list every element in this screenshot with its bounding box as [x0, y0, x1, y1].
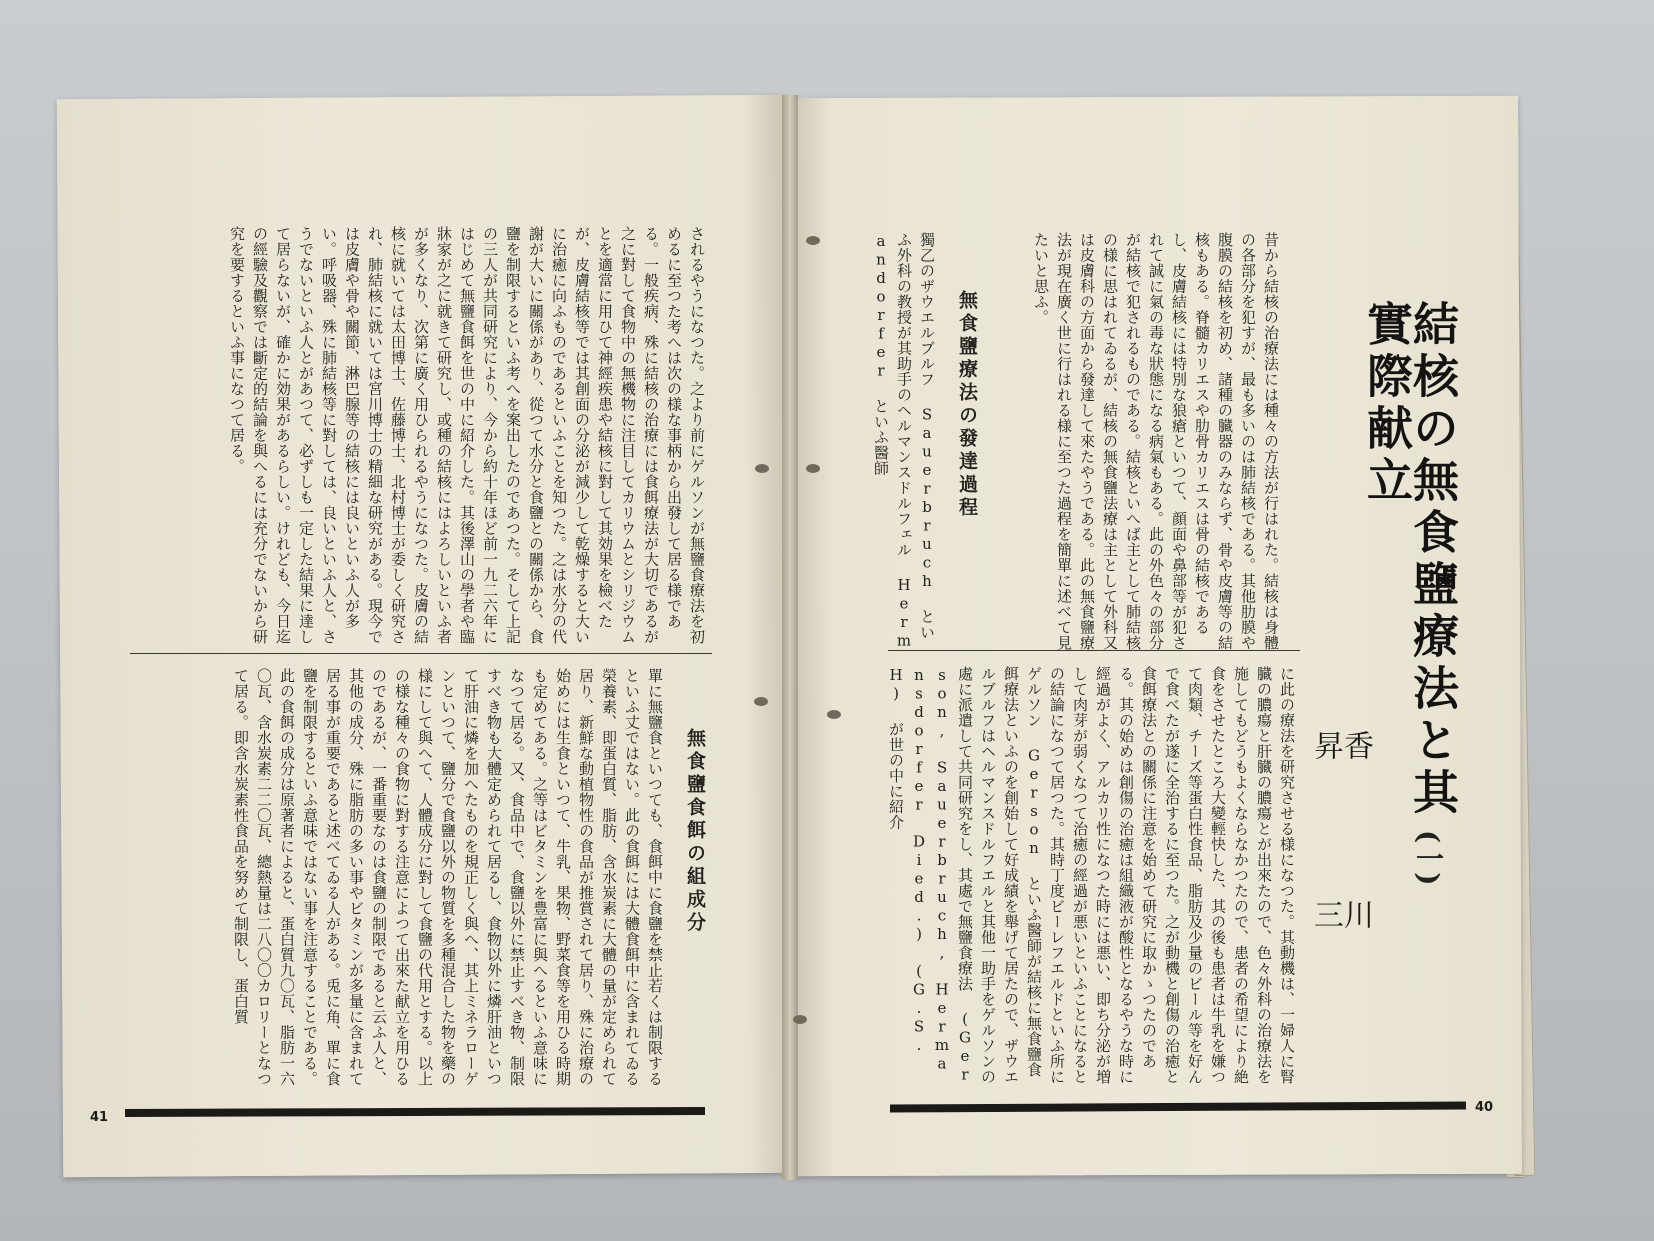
right-upper-paragraph: 昔から結核の治療法には種々の方法が行はれた。結核は身體の各部分を犯すが、最も多いのは肺結核である。其他肋膜や腹膜の結核を初め、諸種の臓器のみならず、骨や皮膚等の結核もある。脊髓カリエスや肋骨カリエスは骨の結核であるし、皮膚結核には特別な狼瘡といつて、顔面や鼻部等が犯されて誠に氣の毒な狀態になる病氣もある。此の外色々の部分が結核で犯されるものである。結核といへば主として肺結核の様に思はれてゐるが、結核の無食鹽法療は主として外科又は皮膚科の方面から發達して來たやうである。此の無食鹽療法が現在廣く世に行はれる様に至つた過程を簡單に述べて見たいと思ふ。	[1032, 232, 1280, 651]
right-page-number	[1475, 1100, 1493, 1115]
binding-hole	[806, 464, 820, 473]
article-title-part	[1408, 830, 1448, 886]
right-section-text	[872, 232, 938, 652]
article-title-text: 結核の無食鹽療法と其實際献立	[1360, 300, 1460, 820]
right-page-number-text: 40	[1475, 1100, 1494, 1115]
article-title-part-text: (一)	[1412, 830, 1445, 886]
left-page-number-text: 41	[90, 1110, 109, 1125]
left-section-heading	[676, 728, 708, 1058]
right-lower-paragraph: に此の療法を研究させる様になつた。其動機は、一婦人に腎臓の膿瘍と肝臓の膿瘍とが出來たので、色々外科の治療法を施してもどうもよくならなかつたので、患者の希望により絶食をさせたところ大變輕快した、其の後も患者は牛乳を嫌つて肉類、チーズ等蛋白性食品、脂肪及少量のビール等を好んで食べたが遂に全治するに至つた。之が動機と創傷の治癒と食餌療法との關係に注意を始めて研究に取かゝつたのである。其の始めは創傷の治癒は組織液が酸性となるやうな時に經過がよく、アルカリ性になつた時には悪い、即ち分泌が増して肉芽が弱くなつて治癒の經過が悪いといふことになるとの結論になつて居つた。其時丁度ビーレフエルドといふ所にゲルソン Gerson といふ醫師が結核に無食鹽食餌療法といふのを創始して好成績を舉げて居たので、ザウエルブルフはヘルマンスドルフエルと其他一助手をゲルソンの處に派遣して共同研究をし、其處で無鹽食療法 (Gerson, Sauerbruch, Hermansdorfer Died.) (G.S.H) が世の中に紹介	[887, 666, 1296, 1085]
left-section-heading-text: 無食鹽食餌の組成分	[684, 728, 706, 935]
right-section-heading-text: 無食鹽療法の發達過程	[956, 290, 978, 520]
left-page-number	[90, 1110, 108, 1125]
left-lower-text	[136, 668, 666, 1088]
author-name	[1308, 730, 1373, 1030]
left-column-divider	[130, 653, 712, 654]
binding-hole	[755, 464, 769, 473]
right-column-divider	[888, 650, 1300, 651]
binding-hole	[754, 697, 768, 706]
left-upper-paragraph: されるやうになつた。之より前にゲルソンが無鹽食療法を初めるに至つた考へは次の様な事柄から出發して居る様である。一般疾病、殊に結核の治療には食餌療法が大切であるが之に對して食物中の無機物に注目してカリウムとシリジウムとを適當に用ひて神經疾患や結核に對して其効果を檢べたが、皮膚結核等では其創面の分泌が減少して乾燥すると大いに治癒に向ふものであるといふことを知つた。之は水分の代謝が大いに關係があり、從つて水分と食鹽との關係から、食鹽を制限するといふ考へを案出したのであつた。そして上記の三人が共同研究により、今から約十年ほど前一九二六年にはじめて無鹽食餌を世の中に紹介した。其後澤山の學者や臨牀家が之に就きて研究し、或種の結核にはよろしいといふ者が多くなり、次第に廣く用ひられるやうになつた。皮膚の結核に就いては太田博士、佐藤博士、北村博士が委しく研究され、肺結核に就いては宮川博士の精細な研究がある。現今では皮膚や骨や關節、淋巴腺等の結核には良いといふ人が多い。呼吸器、殊に肺結核等に對しては、良いといふ人と、さうでないといふ人とがあつて、必ずしも一定した結果に達して居らないが、確かに効果があるらしい。けれども、今日迄の經驗及觀察では斷定的結論を與へるには充分でないから研究を要するといふ事になつて居る。	[228, 226, 706, 645]
author-name-text: 香 川 昇 三	[1308, 730, 1373, 981]
binding-hole	[827, 710, 841, 719]
right-section-paragraph: 獨乙のザウエルブルフ Sauerbruch といふ外科の教授が其助手のヘルマンスドルフェル Hermandorfer といふ醫師	[872, 232, 936, 650]
binding-hole	[793, 1015, 807, 1024]
left-upper-text	[136, 226, 708, 646]
article-title	[1360, 300, 1460, 860]
left-lower-paragraph: 單に無鹽食といつても、食餌中に食鹽を禁止若くは制限するといふ丈ではない。此の食餌には大體食餌中に含まれてゐる榮養素、即蛋白質、脂肪、含水炭素に大體の量が定められて居り、新鮮な動植物性の食品が推賞されて居り、殊に治療の始めには生食といつて、牛乳、果物、野菜食等を用ひる時期も定めてある。之等はビタミンを豊富に與へるといふ意味になつて居る。又、食品中で、食鹽以外に禁止すべき物、制限すべき物も大體定められて居るし、食物以外に燐肝油といつて肝油に燐を加へたものを規正しく與へ、其上ミネラローゲンといつて、鹽分で食鹽以外の物質を多種混合した物を藥の様にして與へて、人體成分に對して食鹽の代用とする。以上の様な種々の食物に對する注意によつて出來た献立を用ひるのであるが、一番重要なのは食鹽の制限であると云ふ人と、其他の成分、殊に脂肪の多い事やビタミンが多量に含まれて居る事が重要であると述べてゐる人がある。兎に角、單に食鹽を制限するといふ意味ではない事を注意することである。此の食餌の成分は原著者によると、蛋白質九〇瓦、脂肪一六〇瓦、含水炭素二二〇瓦、總熱量は二八〇〇カロリーとなつて居る。即含水炭素性食品を努めて制限し、蛋白質	[232, 668, 664, 1087]
binding-hole	[806, 236, 820, 245]
right-upper-text	[990, 232, 1282, 652]
right-section-heading	[950, 290, 980, 620]
right-lower-text	[888, 666, 1298, 1086]
